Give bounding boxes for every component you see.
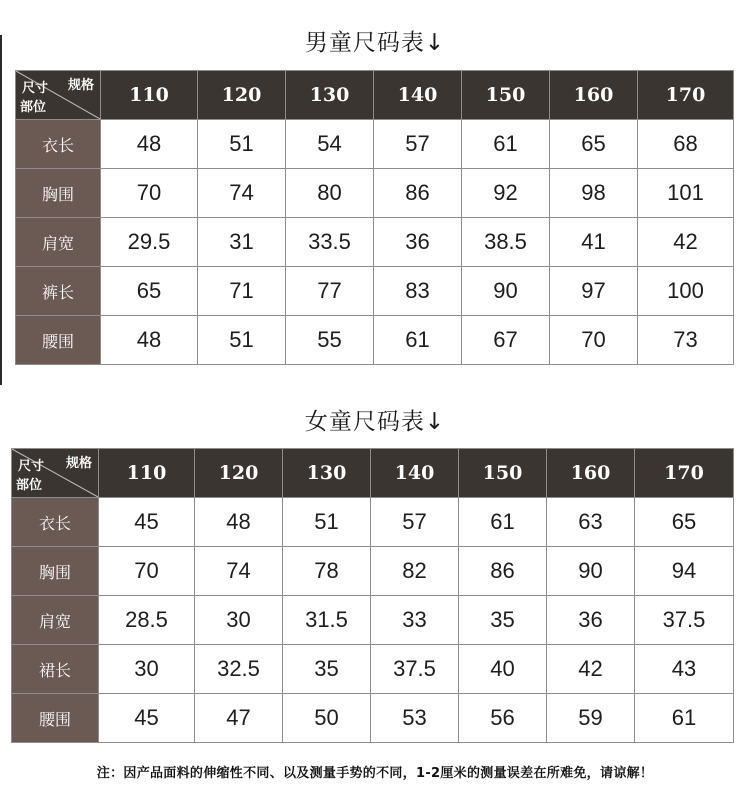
- row-label: 胸围: [12, 547, 99, 596]
- row-label: 裙长: [12, 645, 99, 694]
- table-cell: 31: [198, 218, 286, 267]
- table-cell: 65: [635, 498, 734, 547]
- measurement-note: 注：因产品面料的伸缩性不同、以及测量手势的不同，1-2厘米的测量误差在所难免，请谅解！: [96, 766, 654, 781]
- size-header: 120: [198, 71, 286, 120]
- size-header: 170: [638, 71, 734, 120]
- table-cell: 77: [286, 267, 374, 316]
- table-row: [12, 547, 734, 596]
- corner-cell: [12, 449, 99, 498]
- size-header: 130: [283, 449, 371, 498]
- table-row: [16, 316, 734, 365]
- row-label: 胸围: [16, 169, 101, 218]
- table-cell: 48: [101, 316, 198, 365]
- table-cell: 90: [462, 267, 550, 316]
- row-label: 衣长: [12, 498, 99, 547]
- table-cell: 33: [371, 596, 459, 645]
- table-cell: 43: [635, 645, 734, 694]
- row-label: 衣长: [16, 120, 101, 169]
- table-cell: 30: [195, 596, 283, 645]
- table-cell: 70: [99, 547, 195, 596]
- table-cell: 57: [371, 498, 459, 547]
- table-cell: 47: [195, 694, 283, 743]
- table-cell: 61: [462, 120, 550, 169]
- table-cell: 37.5: [371, 645, 459, 694]
- table-cell: 97: [550, 267, 638, 316]
- corner-size-label: 尺寸: [18, 459, 45, 474]
- table-cell: 74: [198, 169, 286, 218]
- size-header: 110: [101, 71, 198, 120]
- table-row: [12, 498, 734, 547]
- table-row: [16, 218, 734, 267]
- table-cell: 32.5: [195, 645, 283, 694]
- table-row: [12, 645, 734, 694]
- table-cell: 51: [198, 120, 286, 169]
- table-cell: 71: [198, 267, 286, 316]
- table-cell: 40: [459, 645, 547, 694]
- table-cell: 30: [99, 645, 195, 694]
- table-cell: 100: [638, 267, 734, 316]
- table-cell: 51: [198, 316, 286, 365]
- size-header-row: [12, 449, 734, 498]
- table-cell: 50: [283, 694, 371, 743]
- table-cell: 98: [550, 169, 638, 218]
- size-header: 150: [462, 71, 550, 120]
- table-cell: 86: [374, 169, 462, 218]
- size-header: 130: [286, 71, 374, 120]
- girls-size-table: [11, 448, 734, 743]
- table-cell: 57: [374, 120, 462, 169]
- corner-spec-label: 规格: [67, 78, 94, 93]
- table-row: [12, 694, 734, 743]
- table-cell: 80: [286, 169, 374, 218]
- table-cell: 86: [459, 547, 547, 596]
- table-cell: 63: [547, 498, 635, 547]
- table-cell: 36: [547, 596, 635, 645]
- size-header-row: [16, 71, 734, 120]
- row-label: 腰围: [12, 694, 99, 743]
- table-cell: 35: [459, 596, 547, 645]
- boys-size-chart-title: 男童尺码表↓: [304, 30, 446, 56]
- table-cell: 65: [101, 267, 198, 316]
- table-cell: 48: [101, 120, 198, 169]
- table-cell: 59: [547, 694, 635, 743]
- table-cell: 61: [374, 316, 462, 365]
- row-label: 肩宽: [12, 596, 99, 645]
- size-header: 110: [99, 449, 195, 498]
- table-cell: 45: [99, 694, 195, 743]
- table-cell: 61: [635, 694, 734, 743]
- table-cell: 74: [195, 547, 283, 596]
- table-cell: 38.5: [462, 218, 550, 267]
- row-label: 腰围: [16, 316, 101, 365]
- row-label: 肩宽: [16, 218, 101, 267]
- table-row: [16, 120, 734, 169]
- corner-cell: [16, 71, 101, 120]
- table-cell: 42: [547, 645, 635, 694]
- left-edge-rule: [0, 35, 2, 385]
- corner-size-label: 尺寸: [22, 81, 49, 96]
- size-header: 160: [547, 449, 635, 498]
- corner-part-label: 部位: [20, 100, 47, 115]
- table-cell: 82: [371, 547, 459, 596]
- table-cell: 53: [371, 694, 459, 743]
- table-cell: 45: [99, 498, 195, 547]
- table-row: [12, 596, 734, 645]
- corner-spec-label: 规格: [65, 456, 92, 471]
- size-header: 140: [371, 449, 459, 498]
- table-cell: 35: [283, 645, 371, 694]
- table-cell: 65: [550, 120, 638, 169]
- table-cell: 94: [635, 547, 734, 596]
- table-row: [16, 169, 734, 218]
- table-cell: 61: [459, 498, 547, 547]
- table-cell: 55: [286, 316, 374, 365]
- table-cell: 70: [101, 169, 198, 218]
- table-cell: 101: [638, 169, 734, 218]
- table-cell: 28.5: [99, 596, 195, 645]
- table-cell: 83: [374, 267, 462, 316]
- table-cell: 42: [638, 218, 734, 267]
- table-cell: 90: [547, 547, 635, 596]
- size-header: 140: [374, 71, 462, 120]
- table-cell: 48: [195, 498, 283, 547]
- table-cell: 33.5: [286, 218, 374, 267]
- row-label: 裤长: [16, 267, 101, 316]
- table-cell: 41: [550, 218, 638, 267]
- table-cell: 31.5: [283, 596, 371, 645]
- table-cell: 51: [283, 498, 371, 547]
- table-cell: 36: [374, 218, 462, 267]
- table-cell: 29.5: [101, 218, 198, 267]
- table-cell: 73: [638, 316, 734, 365]
- size-header: 150: [459, 449, 547, 498]
- table-cell: 37.5: [635, 596, 734, 645]
- table-cell: 78: [283, 547, 371, 596]
- corner-part-label: 部位: [16, 478, 43, 493]
- table-cell: 56: [459, 694, 547, 743]
- size-header: 120: [195, 449, 283, 498]
- table-cell: 54: [286, 120, 374, 169]
- girls-size-chart-title: 女童尺码表↓: [304, 409, 446, 435]
- table-cell: 92: [462, 169, 550, 218]
- table-cell: 68: [638, 120, 734, 169]
- table-row: [16, 267, 734, 316]
- table-cell: 67: [462, 316, 550, 365]
- table-cell: 70: [550, 316, 638, 365]
- size-header: 160: [550, 71, 638, 120]
- boys-size-table: [15, 70, 734, 365]
- size-header: 170: [635, 449, 734, 498]
